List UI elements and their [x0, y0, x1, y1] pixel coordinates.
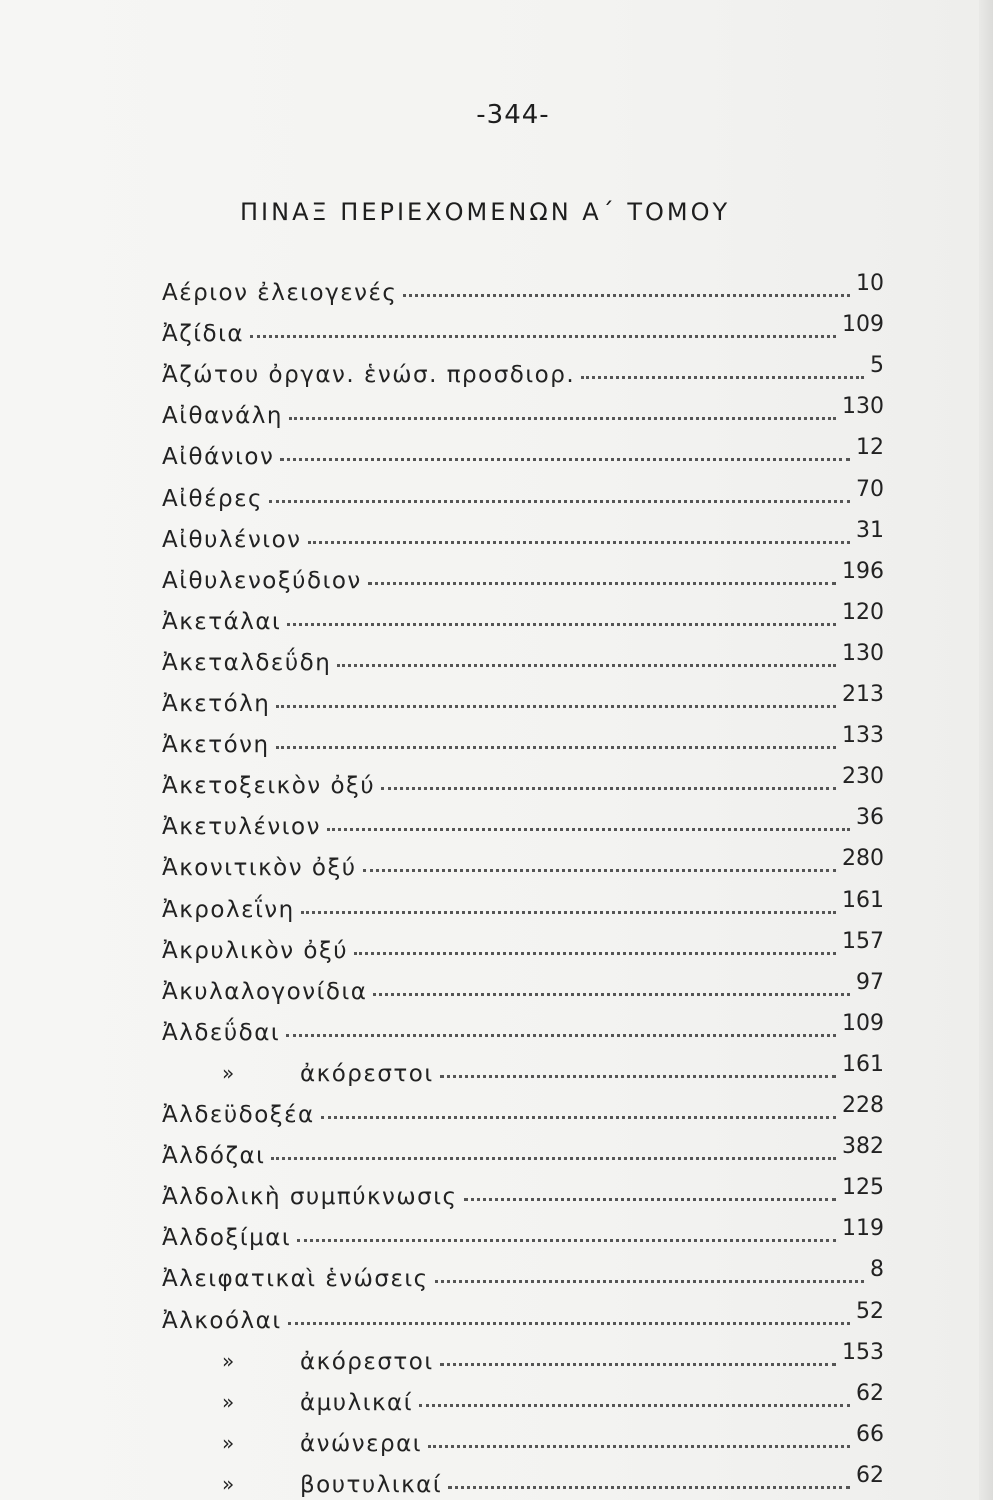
toc-entry-label: Ἀκυλαλογονίδια: [162, 978, 368, 1005]
toc-entry-label: Αἰθάνιον: [162, 444, 275, 471]
toc-entry: [162, 889, 884, 923]
dot-leader: [581, 376, 864, 379]
toc-entry-label: Ἀλδεϋδοξέα: [162, 1102, 315, 1128]
toc-entry: [162, 436, 884, 470]
toc-entry: [162, 806, 884, 840]
dot-leader: [269, 500, 850, 503]
toc-entry-page: 109: [842, 1010, 884, 1036]
toc-entry: [162, 313, 884, 347]
toc-entry-label: Αἰθέρες: [162, 485, 264, 512]
toc-entry: [222, 1380, 884, 1416]
toc-entry-page: 5: [870, 353, 884, 379]
toc-entry-page: 36: [856, 805, 884, 831]
toc-entry: [222, 1462, 884, 1498]
toc-entry-page: 228: [842, 1093, 884, 1118]
toc-entry: [162, 560, 884, 594]
dot-leader: [337, 664, 836, 667]
toc-entry: [162, 930, 884, 964]
dot-leader: [321, 1116, 836, 1119]
toc-entry-page: 109: [842, 312, 884, 338]
toc-entry: [162, 601, 884, 635]
dot-leader: [250, 335, 836, 338]
dot-leader: [381, 787, 836, 790]
toc-entry-label: Αἰθυλενοξύδιον: [162, 567, 362, 594]
toc-entry-label: Ἀλδόζαι: [162, 1143, 266, 1170]
toc-entry-page: 8: [870, 1257, 884, 1283]
ditto-mark: »: [222, 1430, 235, 1455]
toc-entry-label: Ἀκετόλη: [162, 691, 271, 717]
toc-entry-label: Ἀκρολεΐνη: [162, 896, 295, 923]
toc-entry: [162, 765, 884, 799]
ditto-mark: »: [222, 1471, 235, 1496]
toc-entry-page: 133: [842, 723, 884, 749]
dot-leader: [354, 952, 836, 955]
dot-leader: [289, 417, 836, 420]
toc-entry-page: 97: [856, 969, 884, 995]
toc-entry: [162, 354, 884, 388]
toc-entry-page: 10: [856, 271, 884, 296]
dot-leader: [464, 1198, 836, 1201]
toc-entry-page: 70: [856, 476, 884, 502]
toc-entry-label: Αέριον ἐλειογενές: [162, 280, 398, 306]
toc-entry: [162, 272, 884, 306]
toc-entry: [162, 724, 884, 758]
toc-entry-page: 153: [842, 1339, 884, 1365]
dot-leader: [308, 541, 851, 544]
toc-entry: [162, 395, 884, 429]
toc-entry-page: 161: [842, 1051, 884, 1077]
toc-entry-label: Ἀκετοξεικὸν ὀξύ: [162, 773, 376, 800]
toc-entry-page: 213: [842, 682, 884, 707]
toc-entry: [162, 1300, 884, 1334]
dot-leader: [403, 294, 850, 297]
dot-leader: [287, 623, 836, 626]
ditto-mark: »: [222, 1060, 235, 1085]
toc-entry: [222, 1339, 884, 1375]
dot-leader: [428, 1445, 850, 1448]
toc-entry-label: Ἀλδοξίμαι: [162, 1225, 292, 1252]
toc-entry-label: Ἀλκοόλαι: [162, 1307, 282, 1334]
page-title: ΠΙΝΑΞ ΠΕΡΙΕΧΟΜΕΝΩΝ Α΄ ΤΟΜΟΥ: [240, 198, 731, 226]
dot-leader: [280, 458, 850, 461]
toc-entry-label: Ἀζώτου ὀργαν. ἑνώσ. προσδιορ.: [162, 362, 576, 389]
toc-entry-page: 230: [842, 764, 884, 790]
toc-entry: [162, 478, 884, 512]
toc-entry-label: Ἀλδολικὴ συμπύκνωσις: [162, 1184, 458, 1211]
toc-entry: [162, 1258, 884, 1292]
toc-entry: [162, 642, 884, 676]
dot-leader: [297, 1239, 836, 1242]
dot-leader: [276, 705, 836, 708]
dot-leader: [368, 582, 836, 585]
ditto-mark: »: [222, 1389, 235, 1414]
toc-entry-page: 120: [842, 599, 884, 625]
dot-leader: [271, 1157, 836, 1160]
dot-leader: [440, 1363, 836, 1366]
toc-entry: [162, 971, 884, 1005]
toc-entry-page: 62: [856, 1380, 884, 1406]
toc-entry: [222, 1051, 884, 1087]
toc-entry-label: Ἀκετυλένιον: [162, 814, 321, 841]
toc-entry-label: ἀκόρεστοι: [300, 1348, 434, 1375]
toc-entry-label: ἀνώνεραι: [300, 1430, 423, 1457]
toc-entry-label: Ἀζίδια: [162, 321, 245, 348]
dot-leader: [373, 993, 850, 996]
toc-entry: [162, 683, 884, 717]
toc-entry: [162, 1012, 884, 1046]
toc-entry: [162, 1094, 884, 1128]
toc-entry-label: ἀμυλικαί: [300, 1389, 413, 1416]
dot-leader: [448, 1486, 850, 1489]
page-number: -344-: [476, 100, 550, 130]
toc-entry-label: Ἀκονιτικὸν ὀξύ: [162, 855, 357, 882]
dot-leader: [288, 1322, 850, 1325]
toc-entry: [162, 519, 884, 553]
toc-entry-label: Ἀλδεΰδαι: [162, 1019, 281, 1046]
toc-entry-label: Ἀκετόνη: [162, 732, 270, 759]
toc-entry-page: 382: [842, 1134, 884, 1160]
toc-entry-label: ἀκόρεστοι: [300, 1060, 434, 1087]
toc-entry-page: 157: [842, 928, 884, 954]
toc-entry-page: 52: [856, 1298, 884, 1324]
dot-leader: [301, 911, 836, 914]
ditto-mark: »: [222, 1348, 235, 1373]
toc-entry-page: 125: [842, 1175, 884, 1201]
toc-entry: [162, 1217, 884, 1251]
toc-entry-page: 31: [856, 517, 884, 543]
toc-entry: [162, 847, 884, 881]
dot-leader: [435, 1280, 864, 1283]
toc-entry-page: 196: [842, 558, 884, 584]
dot-leader: [440, 1075, 836, 1078]
toc-entry-label: Ἀλειφατικαὶ ἑνώσεις: [162, 1266, 429, 1293]
toc-entry-label: Αἰθανάλη: [162, 403, 283, 430]
toc-entry-label: Ἀκετάλαι: [162, 608, 282, 635]
dot-leader: [419, 1404, 850, 1407]
toc-entry-label: Ἀκρυλικὸν ὀξύ: [162, 937, 349, 964]
toc-entry-label: βουτυλικαί: [300, 1471, 443, 1498]
toc-entry-page: 66: [856, 1421, 884, 1447]
dot-leader: [327, 828, 850, 831]
toc-entry: [162, 1135, 884, 1169]
toc-entry-page: 161: [842, 887, 884, 913]
dot-leader: [363, 869, 836, 872]
dot-leader: [276, 746, 836, 749]
toc-entry-page: 130: [842, 394, 884, 420]
toc-entry-page: 130: [842, 640, 884, 666]
toc-entry-label: Ἀκεταλδεΰδη: [162, 649, 332, 676]
toc-entry-label: Αἰθυλένιον: [162, 526, 302, 553]
toc-entry-page: 280: [842, 846, 884, 872]
toc-entry: [162, 1176, 884, 1210]
dot-leader: [286, 1034, 836, 1037]
toc-entry-page: 12: [856, 435, 884, 461]
toc-entry-page: 62: [856, 1462, 884, 1488]
toc-entry-page: 119: [842, 1216, 884, 1242]
toc-entry: [222, 1421, 884, 1457]
